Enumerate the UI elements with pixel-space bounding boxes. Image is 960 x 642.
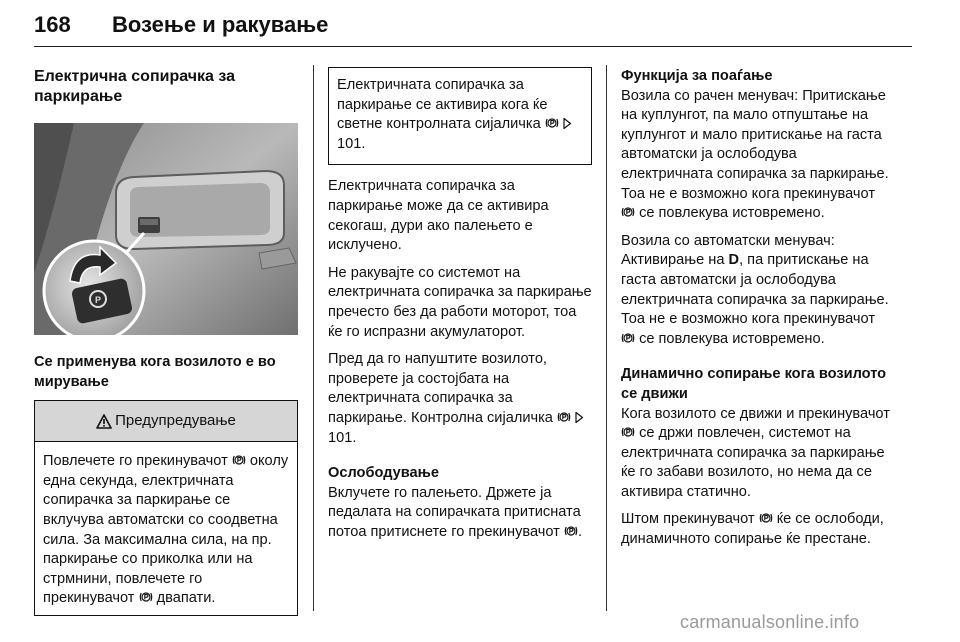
column-1 xyxy=(34,67,298,616)
check-status-page-ref: 101. xyxy=(328,429,357,446)
warning-header xyxy=(35,401,297,442)
note-page-ref: 101. xyxy=(337,135,366,152)
parking-brake-symbol-icon xyxy=(621,331,635,345)
page-number: 168 xyxy=(34,12,71,37)
section-heading-parking-brake: Електрична сопирачка за паркирање xyxy=(34,68,235,105)
paragraph-battery: Не ракувајте со системот на електричната сопирачка за паркирање пречесто без да работи моторот, тоа ќе го испразни акумулаторот. xyxy=(328,264,592,340)
warning-body xyxy=(35,442,297,615)
dynamic-release-text: Штом прекинувачот xyxy=(621,511,755,528)
parking-brake-switch-photo xyxy=(34,123,298,335)
gear-d-label: D xyxy=(728,252,740,269)
column-divider-2 xyxy=(606,65,607,611)
check-status-text: Пред да го напуштите возилото, проверете ја состојбата на електричната сопирачка за паркирање. Контролна сијаличка xyxy=(328,351,553,426)
manual-text: Возила со рачен менувач: Притискање на куплунгот, па мало отпуштање на куплунгот и мало притискање на гаста автоматски ја ослободува електричната сопирачка за паркирање. Тоа не е возможно кога прекинувачот xyxy=(621,87,889,202)
parking-brake-symbol-icon xyxy=(545,116,559,130)
parking-brake-symbol-icon xyxy=(759,511,773,525)
header-rule xyxy=(34,46,912,47)
release-text-end: . xyxy=(577,523,582,540)
warning-box xyxy=(34,400,298,616)
release-text: Вклучете го палењето. Држете ја педалата на сопирачката притисната потоа притиснете го прекинувачот xyxy=(328,484,581,540)
watermark: carmanualsonline.info xyxy=(680,612,860,632)
parking-brake-symbol-icon xyxy=(232,453,246,467)
parking-brake-symbol-icon xyxy=(621,425,635,439)
dynamic-release-text-end: ќе се ослободи, динамичното сопирање ќе престане. xyxy=(621,511,884,548)
note-box xyxy=(328,67,592,165)
subheading-vehicle-stationary: Се применува кога возилото е во мирување xyxy=(34,354,276,390)
parking-brake-symbol-icon xyxy=(564,524,578,538)
manual-text-end: се повлекува истовремено. xyxy=(639,205,825,222)
warning-text-2: околу една секунда, електричната сопирачка за паркирање се вклучува автоматски со соодветна сила. За максимална сила, на пр. паркирање со приколка или на стрмнини, повлечете го прекинувачот xyxy=(43,453,289,607)
dynamic-text-end: се држи повлечен, системот на електричната сопирачка за паркирање ќе го забави возилото, но нема да се активира статично. xyxy=(621,425,885,500)
column-2 xyxy=(328,67,592,542)
parking-brake-symbol-icon xyxy=(621,205,635,219)
parking-brake-symbol-icon xyxy=(557,410,571,424)
paragraph-automatic-transmission xyxy=(621,232,891,350)
warning-title: Предупредување xyxy=(115,412,236,430)
parking-brake-symbol-icon xyxy=(139,590,153,604)
chapter-title: Возење и ракување xyxy=(112,12,329,37)
note-text: Електричната сопирачка за паркирање се активира кога ќе светне контролната сијаличка xyxy=(337,77,548,133)
column-divider-1 xyxy=(313,65,314,611)
svg-text:P: P xyxy=(94,295,102,305)
warning-triangle-icon xyxy=(96,414,112,429)
page-header xyxy=(34,6,912,50)
column-3 xyxy=(621,67,891,550)
auto-text-mid: , па притискање на гаста автоматски ја ослободува електричната сопирачка за паркирање. Тоа не е возможно кога прекинувачот xyxy=(621,252,889,328)
auto-text: Возила со автоматски менувач: Активирање на xyxy=(621,232,835,269)
paragraph-manual-transmission xyxy=(621,87,891,224)
warning-text-1: Повлечете го прекинувачот xyxy=(43,453,228,470)
dynamic-text: Кога возилото се движи и прекинувачот xyxy=(621,405,890,422)
subheading-release: Ослободување xyxy=(328,465,439,482)
subheading-drive-off: Функција за поаѓање xyxy=(621,68,773,84)
auto-text-end: се повлекува истовремено. xyxy=(639,330,825,347)
page-reference-arrow-icon xyxy=(563,117,572,130)
paragraph-dynamic-braking xyxy=(621,405,891,503)
paragraph-activation: Електричната сопирачка за паркирање може да се активира секогаш, дури ако палењето е исклучено. xyxy=(328,178,549,254)
paragraph-check-status xyxy=(328,350,592,448)
subheading-dynamic-braking: Динамично сопирање кога возилото се движи xyxy=(621,366,887,402)
page-reference-arrow-icon xyxy=(575,411,584,424)
warning-text-3: двапати. xyxy=(156,590,216,607)
paragraph-dynamic-release xyxy=(621,510,891,549)
paragraph-release xyxy=(328,484,592,543)
